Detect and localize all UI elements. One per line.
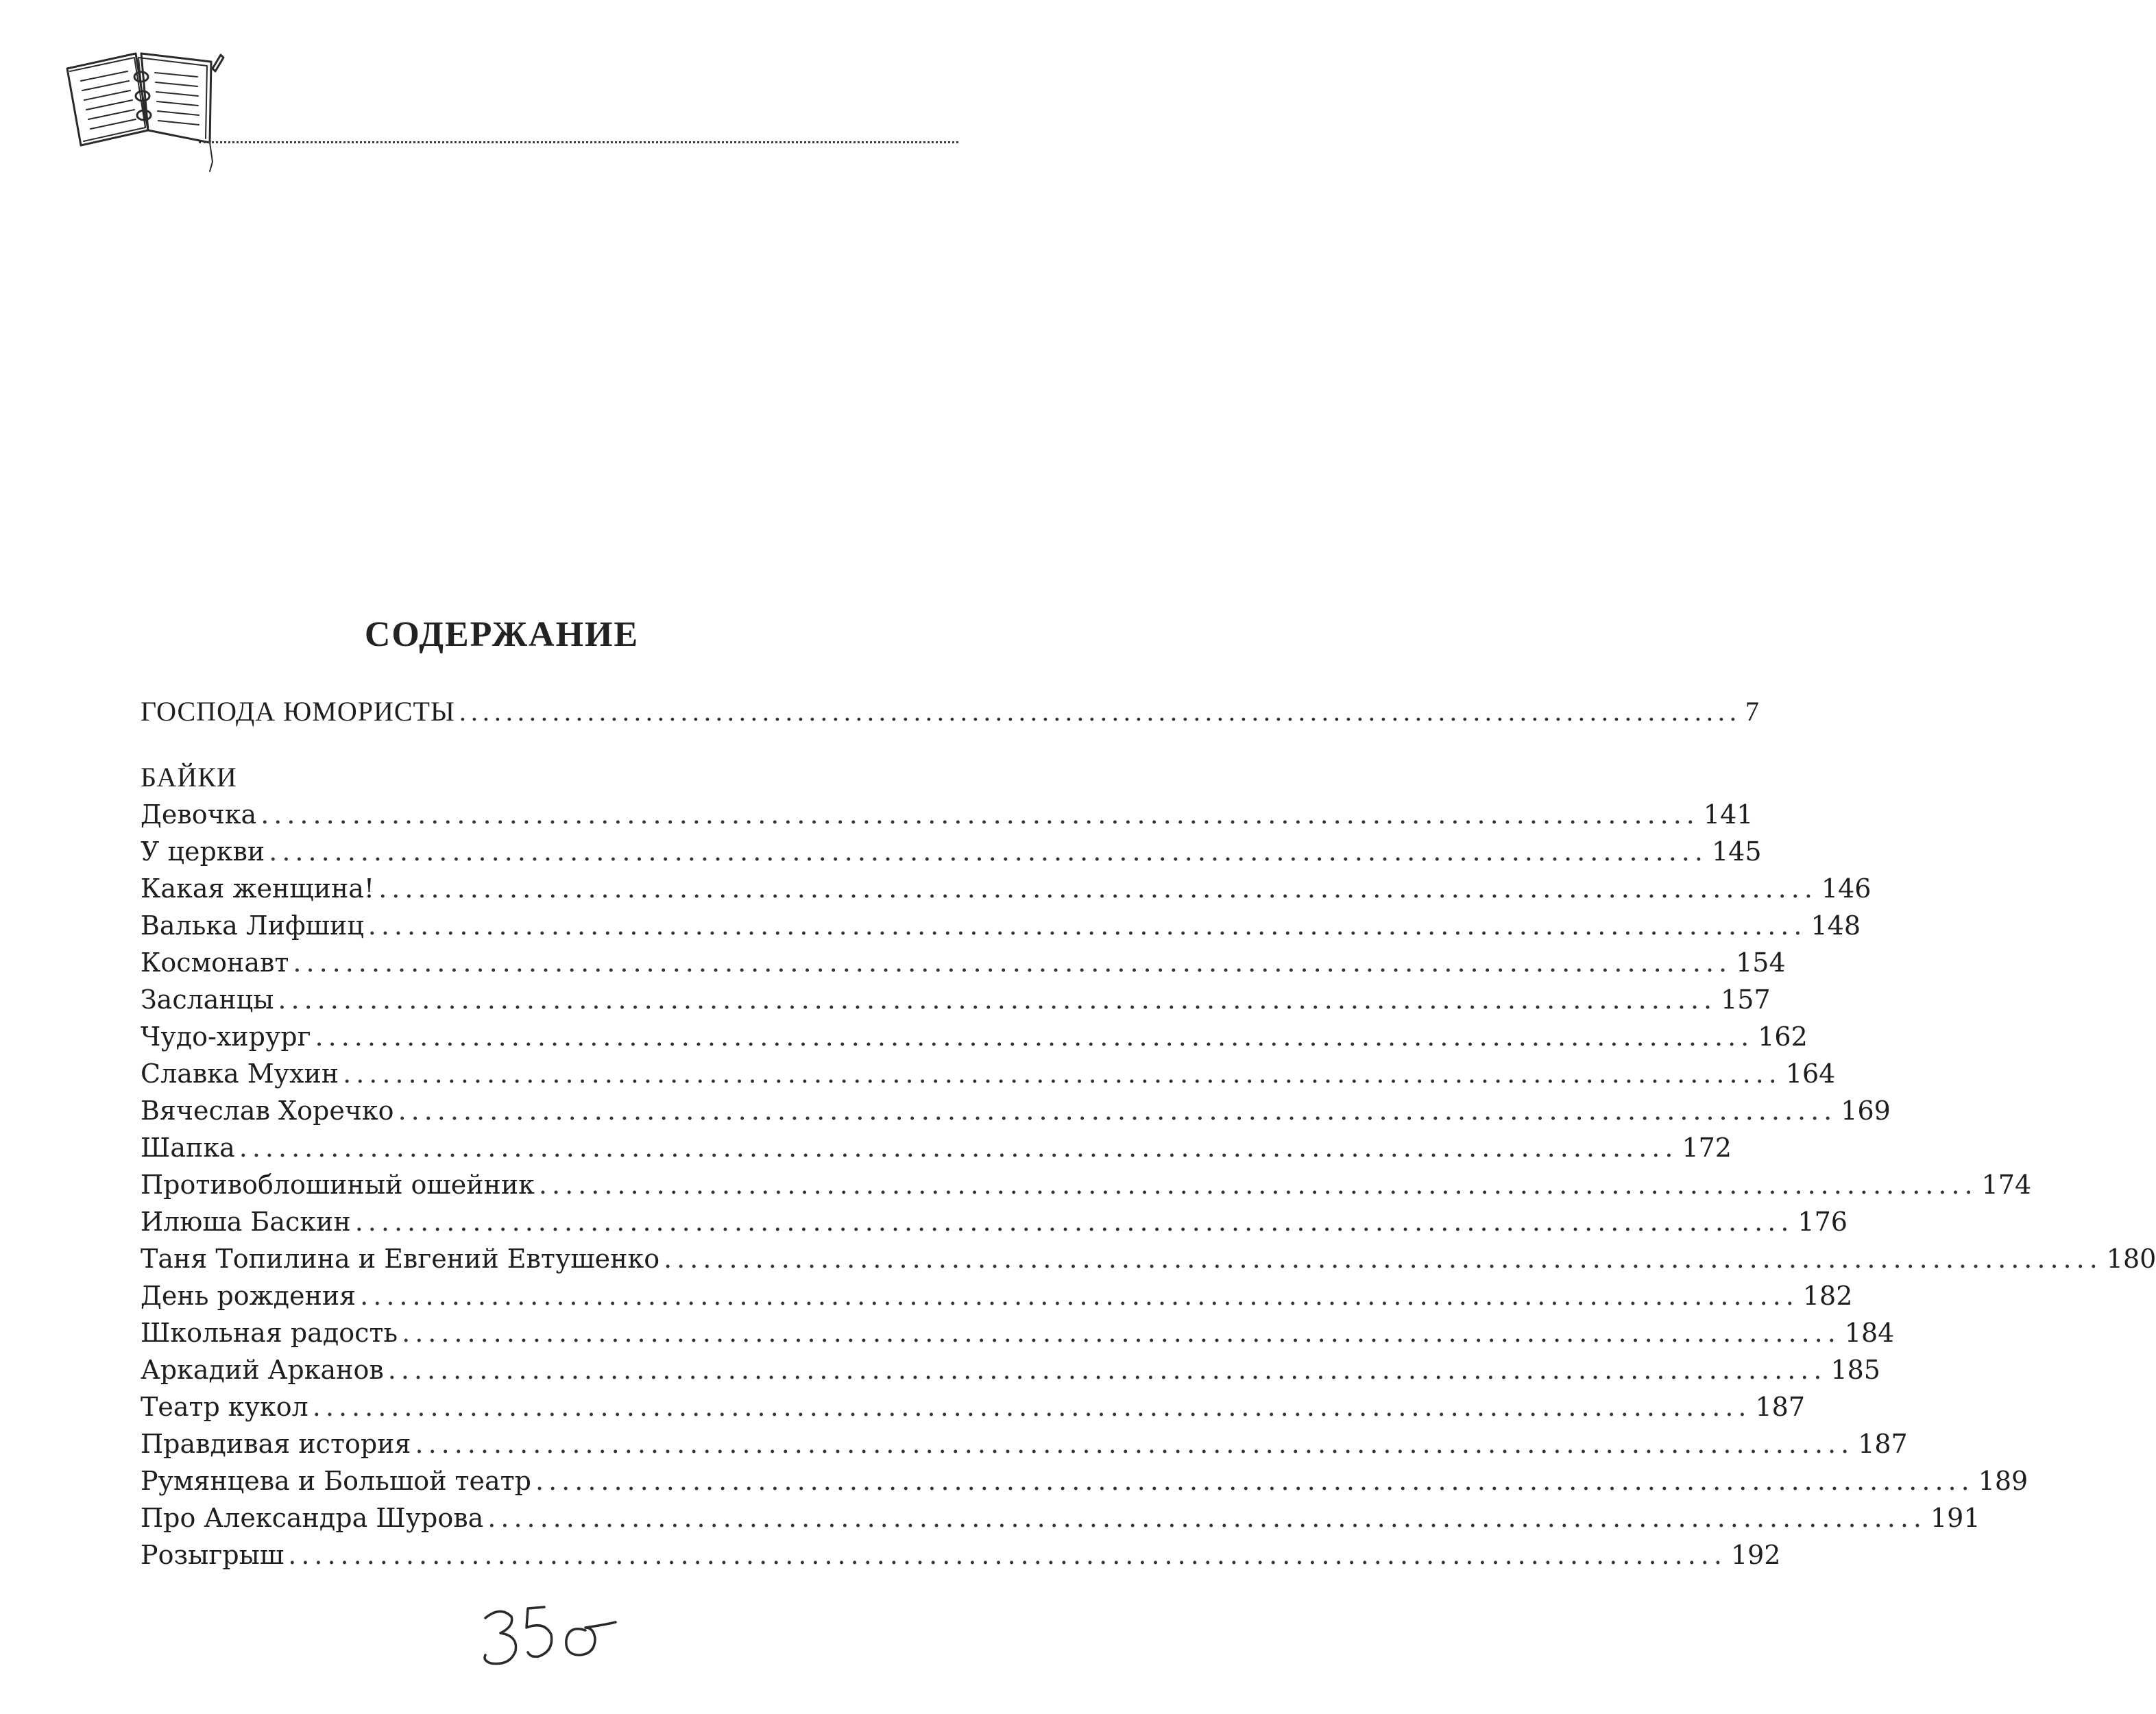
toc-leader: .............................................................................................................. [378,873,1817,904]
toc-entry [141,943,1786,982]
toc-entry-label: Противоблошиный ошейник [141,1170,535,1200]
toc-entry [141,1314,1895,1352]
toc-entry [141,1091,1891,1130]
toc-entry-label: Розыгрыш [141,1540,284,1570]
toc-entry [141,906,1861,945]
header-dotted-rule [199,141,958,143]
toc-leader: .............................................................................................................. [315,1022,1754,1052]
toc-entry [141,1425,1908,1463]
toc-entry-label: Какая женщина! [141,873,375,904]
toc-leader: .............................................................................................................. [354,1207,1794,1237]
toc-entry [141,1240,2156,1278]
toc-entry-label: Про Александра Шурова [141,1503,484,1533]
toc-leader: .............................................................................................................. [360,1281,1799,1311]
toc-entry-label: Илюша Баскин [141,1207,351,1237]
toc-entry [141,980,1771,1019]
toc-title: СОДЕРЖАНИЕ [364,615,640,654]
toc-leader: .............................................................................................................. [343,1059,1782,1089]
toc-entry [141,1203,1848,1241]
toc-leader: .............................................................................................................. [387,1355,1827,1385]
toc-entry-label: Чудо-хирург [141,1022,311,1052]
toc-entry-label: Правдивая история [141,1429,411,1459]
toc-entry-label: Театр кукол [141,1392,308,1422]
toc-entry-label: Школьная радость [141,1318,398,1348]
toc-entry-page: 148 [1810,910,1861,941]
toc-leader: .............................................................................................................. [487,1503,1926,1533]
toc-entry-label: Славка Мухин [141,1059,339,1089]
toc-leader: .............................................................................................................. [402,1318,1841,1348]
toc-leader: .............................................................................................................. [664,1244,2103,1274]
toc-entry [141,795,1754,834]
toc-entry-page: 176 [1797,1207,1848,1237]
page-number [473,1597,624,1673]
toc-entry-label: Вячеслав Хоречко [141,1096,394,1126]
toc-entry [141,869,1872,908]
toc-entry-label: Девочка [141,799,257,830]
toc-entry-page: 185 [1830,1355,1880,1385]
toc-entry-page: 154 [1736,947,1786,978]
toc-leader: .............................................................................................................. [415,1429,1854,1459]
toc-entry-main [141,692,1760,731]
toc-entry-label: Космонавт [141,947,289,978]
toc-leader: .............................................................................................................. [367,910,1807,941]
toc-leader: .............................................................................................................. [538,1170,1978,1200]
toc-leader: .............................................................................................................. [459,696,1741,727]
toc-entry-page: 174 [1981,1170,2032,1200]
toc-entry-page: 157 [1721,985,1771,1015]
toc-entry-page: 145 [1711,836,1762,867]
toc-entry-page: 146 [1821,873,1872,904]
toc-entry-label: Аркадий Арканов [141,1355,384,1385]
toc-entry-label: Валька Лифшиц [141,910,364,941]
toc-entry [141,1277,1853,1315]
toc-entry [141,832,1762,871]
toc-entry [141,1128,1732,1167]
toc-entry [141,1351,1880,1389]
toc-entry-label: У церкви [141,836,265,867]
toc-leader: .............................................................................................................. [398,1096,1837,1126]
toc-entry-page: 141 [1703,799,1754,830]
toc-entry-page: 182 [1802,1281,1853,1311]
toc-entry-page: 164 [1785,1059,1836,1089]
toc-entry-page: 187 [1858,1429,1908,1459]
toc-entry-page: 169 [1841,1096,1891,1126]
toc-leader: .............................................................................................................. [239,1133,1678,1163]
toc-entry-label: ГОСПОДА ЮМОРИСТЫ [141,696,455,727]
section-heading: БАЙКИ [141,762,237,793]
toc-entry [141,1499,1981,1537]
toc-entry-page: 187 [1755,1392,1806,1422]
toc-leader: .............................................................................................................. [535,1466,1974,1496]
toc-leader: .............................................................................................................. [261,799,1699,830]
toc-entry-label: Шапка [141,1133,235,1163]
toc-entry-page: 162 [1758,1022,1808,1052]
toc-entry [141,1462,2028,1500]
toc-entry-page: 7 [1745,696,1760,727]
toc-entry [141,1166,2032,1204]
toc-entry-label: Румянцева и Большой театр [141,1466,531,1496]
toc-leader: .............................................................................................................. [269,836,1708,867]
toc-entry [141,1536,1781,1574]
toc-entry [141,1054,1836,1093]
toc-entry-page: 189 [1978,1466,2028,1496]
toc-entry-page: 184 [1844,1318,1895,1348]
toc-leader: .............................................................................................................. [288,1540,1727,1570]
toc-entry [141,1388,1806,1426]
toc-entry-label: Засланцы [141,985,274,1015]
toc-entry-page: 192 [1730,1540,1781,1570]
toc-entry-page: 191 [1930,1503,1981,1533]
toc-entry-page: 172 [1682,1133,1732,1163]
toc-entry [141,1017,1808,1056]
toc-entry-label: Таня Топилина и Евгений Евтушенко [141,1244,660,1274]
toc-entry-page: 180 [2106,1244,2156,1274]
notebook-icon [60,41,225,178]
toc-leader: .............................................................................................................. [293,947,1732,978]
toc-leader: .............................................................................................................. [278,985,1717,1015]
toc-leader: .............................................................................................................. [312,1392,1752,1422]
toc-entry-label: День рождения [141,1281,356,1311]
